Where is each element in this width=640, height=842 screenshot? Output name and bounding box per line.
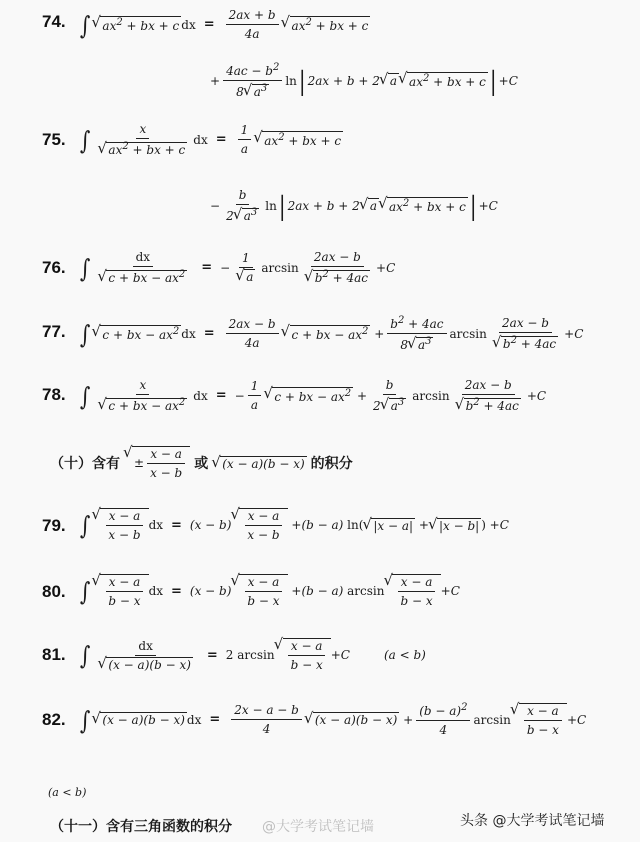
formula-number: 77. (42, 322, 66, 341)
formula-75-line1: ∫ x √ $ax^2$ + bx + c dx = $\frac{1}{a}$ √ $ax^2$ + bx + c (80, 122, 343, 157)
watermark-center: @大学考试笔记墙 (262, 819, 374, 835)
formula-number: 82. (42, 710, 66, 729)
section-heading-11: （十一）含有三角函数的积分 (50, 819, 232, 835)
formula-74-line1: ∫ √ $ax^2$ + bx + c dx = $\frac{2ax + b}{4a}$ √ $ax^2$ + bx + c (80, 8, 370, 41)
formula-78: ∫ x √ c + bx − $ax^2$ dx = − $\frac{1}{a}$ √ c + bx − $ax^2$ + $\frac{b}{2√ a^3}$ arcsin 2ax − b √ $b^2 + 4ac$ + C (80, 378, 546, 413)
formula-76: ∫ dx √ c + bx − $ax^2$ = − 1 √ a arcsin 2ax − b √ $b^2 + 4ac$ + C (80, 250, 395, 285)
formula-77: ∫ √ c + bx − $ax^2$ dx = $\frac{2ax - b}{4a}$ √ c + bx − $ax^2$ + $\frac{b^2 + 4ac}{8√ a^3}$ arcsin 2ax − b √ $b^2 + 4ac$ + C (80, 315, 583, 352)
formula-number: 81. (42, 645, 66, 664)
formula-81: ∫ dx √ (x − a)(b − x) = 2 arcsin √ $\frac{x - a}{b - x}$ + C (a < b) (80, 638, 426, 672)
formula-82: ∫ √ (x − a)(b − x) dx = $\frac{2x - a - b}{4}$ √ (x − a)(b − x) + $\frac{(b - a)^2}{4}$ arcsin √ $\frac{x - a}{b - x}$ + C (80, 702, 586, 737)
formula-number: 75. (42, 130, 66, 149)
formula-number: 79. (42, 516, 66, 535)
formula-80: ∫ √ $\frac{x - a}{b - x}$ dx = (x − b) √ $\frac{x - a}{b - x}$ + (b − a) arcsin √ $\frac{x - a}{b - x}$ + C (80, 574, 460, 608)
formula-75-line2: − $\frac{b}{2√ a^3}$ ln | 2ax + b + 2 √ a √ $ax^2$ + bx + c | + C (210, 188, 498, 223)
formula-number: 80. (42, 582, 66, 601)
watermark-corner: 头条 @大学考试笔记墙 (460, 813, 605, 829)
formula-number: 76. (42, 258, 66, 277)
formula-79: ∫ √ $\frac{x - a}{x - b}$ dx = (x − b) √ $\frac{x - a}{x - b}$ + (b − a) ln( √ |x − a| + √ |x − b| ) + C (80, 508, 509, 542)
formula-74-line2: + $\frac{4ac - b^2}{8√ a^3}$ ln | 2ax + b + 2 √ a √ $ax^2$ + bx + c | + C (210, 62, 518, 99)
formula-number: 78. (42, 385, 66, 404)
condition-note: (a < b) (48, 786, 87, 799)
section-heading-10: （十）含有 √ ± $\frac{x - a}{x - b}$ 或 √ (x − a)(b − x) 的积分 (50, 446, 353, 480)
formula-number: 74. (42, 12, 66, 31)
